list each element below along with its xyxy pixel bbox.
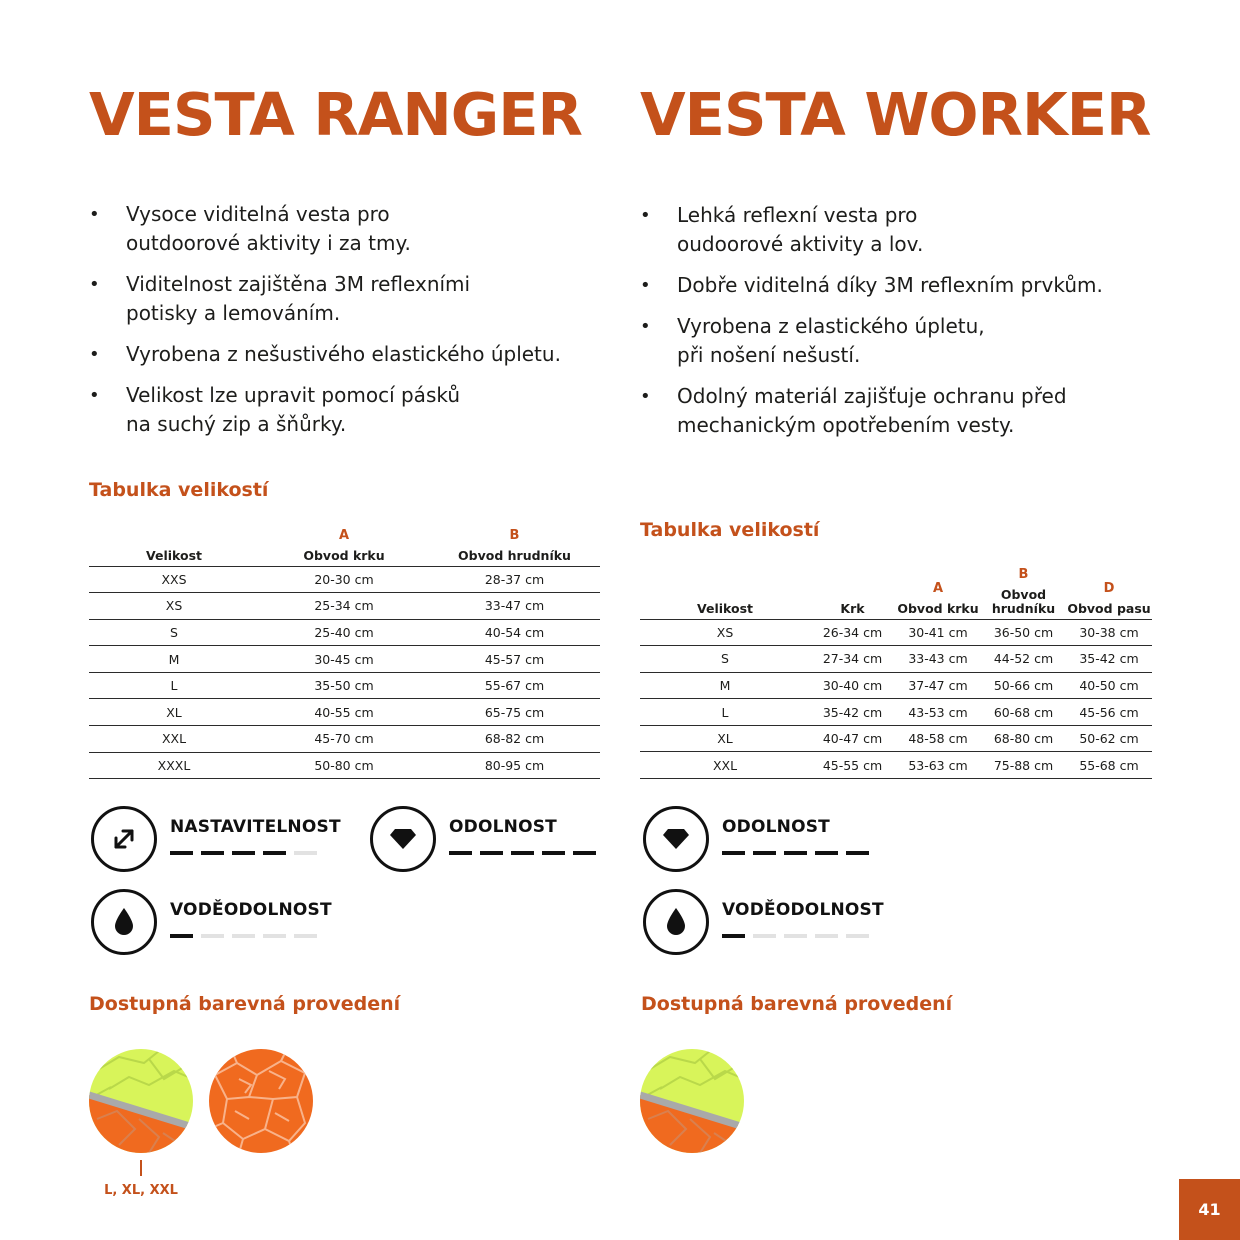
table-row: L 35-50 cm 55-67 cm — [89, 672, 600, 699]
rating-dash — [294, 851, 317, 855]
rating-dash — [542, 851, 565, 855]
table-header: Velikost — [89, 524, 259, 566]
rating-dash — [449, 851, 472, 855]
feature-waterproofness — [91, 889, 331, 959]
worker-size-table — [640, 563, 1152, 779]
worker-title: VESTA WORKER — [640, 80, 1151, 149]
color-swatch-neon-yellow-orange — [640, 1049, 744, 1153]
table-header: D Obvod pasu — [1066, 563, 1152, 619]
rating-dash — [846, 934, 869, 938]
rating-dash — [784, 851, 807, 855]
rating-dash — [753, 851, 776, 855]
list-item: • Lehká reflexní vesta pro oudoorové aktivity a lov. — [640, 201, 1103, 259]
rating-dash — [815, 934, 838, 938]
rating-dash — [815, 851, 838, 855]
table-row: M 30-40 cm 37-47 cm 50-66 cm 40-50 cm — [640, 672, 1152, 699]
list-item: • Dobře viditelná díky 3M reflexním prvkům. — [640, 271, 1103, 300]
rating-dash — [573, 851, 596, 855]
feature-waterproofness — [643, 889, 883, 959]
color-swatch-orange — [209, 1049, 313, 1153]
feature-label: VODĚODOLNOST — [722, 900, 884, 920]
rating-dash — [201, 934, 224, 938]
table-header: B Obvod hrudníku — [981, 563, 1066, 619]
ranger-bullet-list — [89, 200, 561, 451]
feature-label: VODĚODOLNOST — [170, 900, 332, 920]
table-header: A Obvod krku — [895, 563, 981, 619]
rating-bar — [722, 851, 869, 855]
water-drop-icon — [91, 889, 157, 955]
worker-bullet-list — [640, 201, 1103, 452]
rating-dash — [511, 851, 534, 855]
rating-bar — [170, 934, 317, 938]
table-row: XXL 45-55 cm 53-63 cm 75-88 cm 55-68 cm — [640, 752, 1152, 779]
ranger-size-table — [89, 524, 600, 779]
table-header: A Obvod krku — [259, 524, 429, 566]
page-number: 41 — [1179, 1179, 1240, 1240]
feature-durability — [643, 806, 883, 876]
rating-dash — [480, 851, 503, 855]
table-row: L 35-42 cm 43-53 cm 60-68 cm 45-56 cm — [640, 699, 1152, 726]
table-row: XL 40-55 cm 65-75 cm — [89, 699, 600, 726]
table-header: Krk — [810, 563, 895, 619]
size-availability-note: L, XL, XXL — [89, 1160, 193, 1198]
rating-bar — [722, 934, 869, 938]
rating-dash — [170, 934, 193, 938]
rating-dash — [263, 934, 286, 938]
rating-dash — [753, 934, 776, 938]
list-item: • Vyrobena z elastického úpletu, při nošení nešustí. — [640, 312, 1103, 370]
expand-arrows-icon — [91, 806, 157, 872]
table-row: XL 40-47 cm 48-58 cm 68-80 cm 50-62 cm — [640, 725, 1152, 752]
diamond-icon — [643, 806, 709, 872]
rating-dash — [846, 851, 869, 855]
rating-bar — [449, 851, 596, 855]
feature-adjustability — [91, 806, 341, 876]
table-row: M 30-45 cm 45-57 cm — [89, 646, 600, 673]
rating-dash — [722, 851, 745, 855]
list-item: • Velikost lze upravit pomocí pásků na suchý zip a šňůrky. — [89, 381, 561, 439]
table-row: XXL 45-70 cm 68-82 cm — [89, 726, 600, 753]
rating-bar — [170, 851, 317, 855]
table-header: B Obvod hrudníku — [429, 524, 600, 566]
rating-dash — [722, 934, 745, 938]
rating-dash — [263, 851, 286, 855]
feature-label: NASTAVITELNOST — [170, 817, 341, 837]
diamond-icon — [370, 806, 436, 872]
rating-dash — [232, 934, 255, 938]
list-item: • Vysoce viditelná vesta pro outdoorové aktivity i za tmy. — [89, 200, 561, 258]
table-row: XXS 20-30 cm 28-37 cm — [89, 566, 600, 593]
table-row: XS 25-34 cm 33-47 cm — [89, 593, 600, 620]
feature-label: ODOLNOST — [449, 817, 557, 837]
rating-dash — [294, 934, 317, 938]
color-swatch-neon-yellow-orange — [89, 1049, 193, 1153]
ranger-size-table-title: Tabulka velikostí — [89, 479, 269, 501]
list-item: • Odolný materiál zajišťuje ochranu před mechanickým opotřebením vesty. — [640, 382, 1103, 440]
table-header: Velikost — [640, 563, 810, 619]
ranger-title: VESTA RANGER — [89, 80, 582, 149]
rating-dash — [170, 851, 193, 855]
rating-dash — [201, 851, 224, 855]
list-item: • Viditelnost zajištěna 3M reflexními potisky a lemováním. — [89, 270, 561, 328]
worker-colors-title: Dostupná barevná provedení — [641, 993, 953, 1015]
water-drop-icon — [643, 889, 709, 955]
table-row: XS 26-34 cm 30-41 cm 36-50 cm 30-38 cm — [640, 619, 1152, 646]
feature-durability — [370, 806, 610, 876]
worker-size-table-title: Tabulka velikostí — [640, 519, 820, 541]
table-row: S 27-34 cm 33-43 cm 44-52 cm 35-42 cm — [640, 646, 1152, 673]
rating-dash — [232, 851, 255, 855]
table-row: S 25-40 cm 40-54 cm — [89, 619, 600, 646]
ranger-colors-title: Dostupná barevná provedení — [89, 993, 401, 1015]
feature-label: ODOLNOST — [722, 817, 830, 837]
list-item: • Vyrobena z nešustivého elastického úpletu. — [89, 340, 561, 369]
rating-dash — [784, 934, 807, 938]
table-row: XXXL 50-80 cm 80-95 cm — [89, 752, 600, 779]
